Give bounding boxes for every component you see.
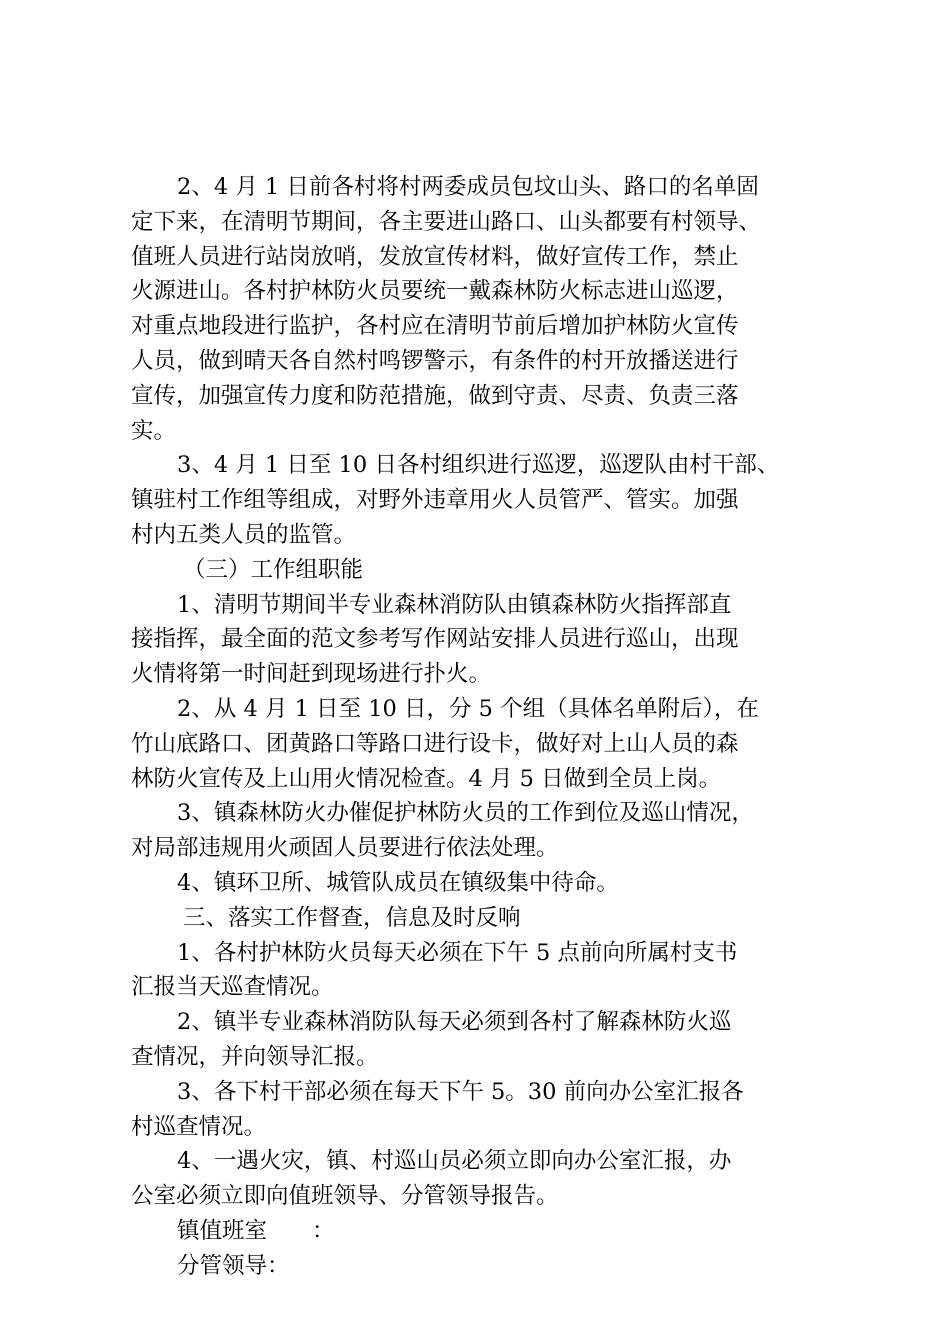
text-line: 火情将第一时间赶到现场进行扑火。 <box>131 661 492 688</box>
text-line: （三）工作组职能 <box>183 556 364 583</box>
text-line: 对局部违规用火顽固人员要进行依法处理。 <box>131 835 559 862</box>
text-line: 3、镇森林防火办催促护林防火员的工作到位及巡山情况， <box>177 800 754 827</box>
paragraph <box>131 170 831 448</box>
text-line: 1、清明节期间半专业森林消防队由镇森林防火指挥部直 <box>177 591 732 618</box>
document-body <box>131 170 831 1284</box>
text-line: 实。 <box>131 417 177 444</box>
paragraph <box>131 1214 831 1249</box>
text-line: 3、各下村干部必须在每天下午 5。30 前向办公室汇报各 <box>177 1078 744 1105</box>
paragraph <box>131 1005 831 1075</box>
paragraph <box>131 936 831 1006</box>
section-heading <box>131 553 831 588</box>
text-line: 3、4 月 1 日至 10 日各村组织进行巡逻，巡逻队由村干部、 <box>177 452 780 479</box>
paragraph <box>131 448 831 552</box>
text-line: 镇驻村工作组等组成，对野外违章用火人员管严、管实。加强 <box>131 487 739 514</box>
text-line: 村巡查情况。 <box>131 1113 267 1140</box>
paragraph <box>131 588 831 692</box>
text-line: 接指挥，最全面的范文参考写作网站安排人员进行巡山，出现 <box>131 626 739 653</box>
text-line: 1、各村护林防火员每天必须在下午 5 点前向所属村支书 <box>177 939 738 966</box>
text-line: 查情况，并向领导汇报。 <box>131 1043 379 1070</box>
text-line: 2、镇半专业森林消防队每天必须到各村了解森林防火巡 <box>177 1009 732 1036</box>
text-line: 林防火宣传及上山用火情况检查。4 月 5 日做到全员上岗。 <box>131 765 722 792</box>
text-line: 4、镇环卫所、城管队成员在镇级集中待命。 <box>177 869 619 896</box>
paragraph <box>131 692 831 796</box>
text-line: 值班人员进行站岗放哨，发放宣传材料，做好宣传工作，禁止 <box>131 243 739 270</box>
text-line: 定下来，在清明节期间，各主要进山路口、山头都要有村领导、 <box>131 208 762 235</box>
paragraph <box>131 866 831 901</box>
text-line: 分管领导： <box>177 1252 290 1279</box>
text-line: 三、落实工作督查，信息及时反响 <box>183 904 521 931</box>
text-line: 竹山底路口、团黄路口等路口进行设卡，做好对上山人员的森 <box>131 730 739 757</box>
text-line: 2、4 月 1 日前各村将村两委成员包坟山头、路口的名单固 <box>177 174 759 200</box>
text-line: 公室必须立即向值班领导、分管领导报告。 <box>131 1183 559 1210</box>
text-line: 2、从 4 月 1 日至 10 日，分 5 个组（具体名单附后），在 <box>177 695 759 722</box>
paragraph <box>131 1144 831 1214</box>
text-line: 镇值班室 ： <box>177 1217 335 1244</box>
text-line: 宣传，加强宣传力度和防范措施，做到守责、尽责、负责三落 <box>131 382 739 409</box>
text-line: 4、一遇火灾，镇、村巡山员必须立即向办公室汇报，办 <box>177 1148 732 1175</box>
text-line: 村内五类人员的监管。 <box>131 521 357 548</box>
paragraph <box>131 796 831 866</box>
section-heading <box>131 901 831 936</box>
paragraph <box>131 1075 831 1145</box>
paragraph <box>131 1249 831 1284</box>
text-line: 对重点地段进行监护，各村应在清明节前后增加护林防火宣传 <box>131 313 739 340</box>
text-line: 火源进山。各村护林防火员要统一戴森林防火标志进山巡逻， <box>131 278 739 305</box>
text-line: 人员，做到晴天各自然村鸣锣警示，有条件的村开放播送进行 <box>131 347 739 374</box>
text-line: 汇报当天巡查情况。 <box>131 974 334 1001</box>
